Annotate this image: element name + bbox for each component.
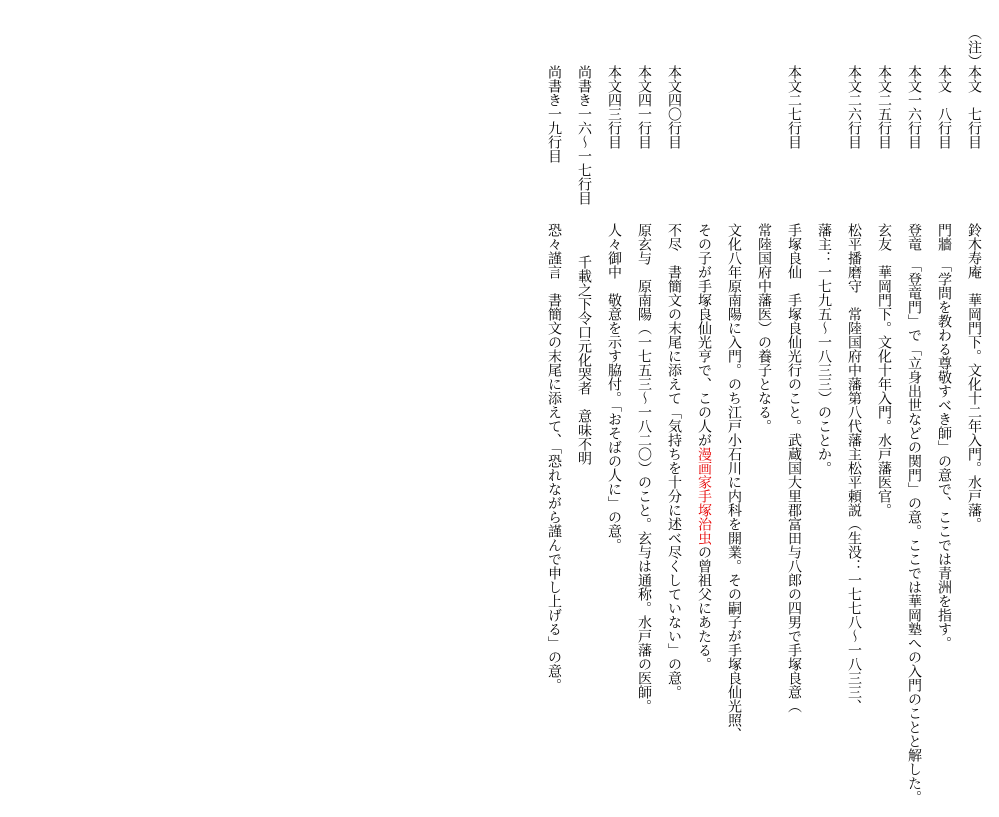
notes-section-header: （注） [967,26,983,68]
note-text-line: 原玄与 原南陽（一七五三～一八二〇）のこと。玄与は通称。水戸藩の医師。 [637,223,653,713]
note-entry [960,65,990,815]
note-entry [630,65,660,815]
note-ref-label: 尚書き一九行目 [547,65,563,163]
note-text-line: 不尽 書簡文の末尾に添えて「気持ちを十分に述べ尽くしていない」の意。 [667,223,683,699]
note-entry [540,65,570,815]
note-ref-label: 本文四一行目 [637,65,653,149]
note-entry [690,65,810,815]
note-ref-label: 本文二六行目 [847,65,863,149]
note-entry [930,65,960,815]
note-text-line: 手塚良仙 手塚良仙光行のこと。武蔵国大里郡富田与八郎の四男で手塚良意（ [787,223,803,713]
note-ref-label: 本文 八行目 [937,65,953,149]
note-entry [900,65,930,815]
note-entry [810,65,870,815]
note-text-line [690,65,720,815]
note-ref-label: 本文四〇行目 [667,65,683,149]
note-ref-label: 本文一六行目 [907,65,923,149]
note-text-line: 千載之下令口元化哭者 意味不明 [577,255,593,465]
note-ref-label: 本文二七行目 [787,65,803,149]
note-ref-label: 本文二五行目 [877,65,893,149]
note-text-line: 松平播磨守 常陸国府中藩第八代藩主松平頼説（生没：一七七八～一八三三、 [847,223,863,713]
note-entry [660,65,690,815]
note-entry [600,65,630,815]
note-text-line: 人々御中 敬意を示す脇付。「おそばの人に」の意。 [607,223,623,552]
note-ref-label: 尚書き一六～一七行目 [577,65,593,205]
note-text-line: 常陸国府中藩医）の養子となる。 [757,223,773,433]
note-ref-label: 本文 七行目 [967,65,983,149]
highlighted-text: 漫画家手塚治虫 [697,447,713,545]
note-text-line: 玄友 華岡門下。文化十年入門。水戸藩医官。 [877,223,893,517]
note-entry [570,65,600,815]
note-text-line: 鈴木寿庵 華岡門下。文化十二年入門。水戸藩。 [967,223,983,531]
note-text-line: 恐々謹言 書簡文の末尾に添えて、「恐れながら謹んで申し上げる」の意。 [547,223,563,692]
note-text-line: 門牆 「学問を教わる尊敬すべき師」の意で、ここでは青洲を指す。 [937,223,953,650]
note-text-line: 藩主：一七九五～一八三三）のことか。 [817,223,833,475]
note-text-segment: その子が手塚良仙光亨で、この人が [697,223,713,447]
note-ref-label: 本文四三行目 [607,65,623,149]
note-text-segment: の曾祖父にあたる。 [697,545,713,671]
notes-section [540,65,990,815]
note-entry [870,65,900,815]
note-text-line: 登竜 「登竜門」で「立身出世などの関門」の意。ここでは華岡塾への入門のことと解した。 [907,223,923,804]
note-text-line: 文化八年原南陽に入門。のち江戸小石川に内科を開業。その嗣子が手塚良仙光照、 [727,223,743,741]
